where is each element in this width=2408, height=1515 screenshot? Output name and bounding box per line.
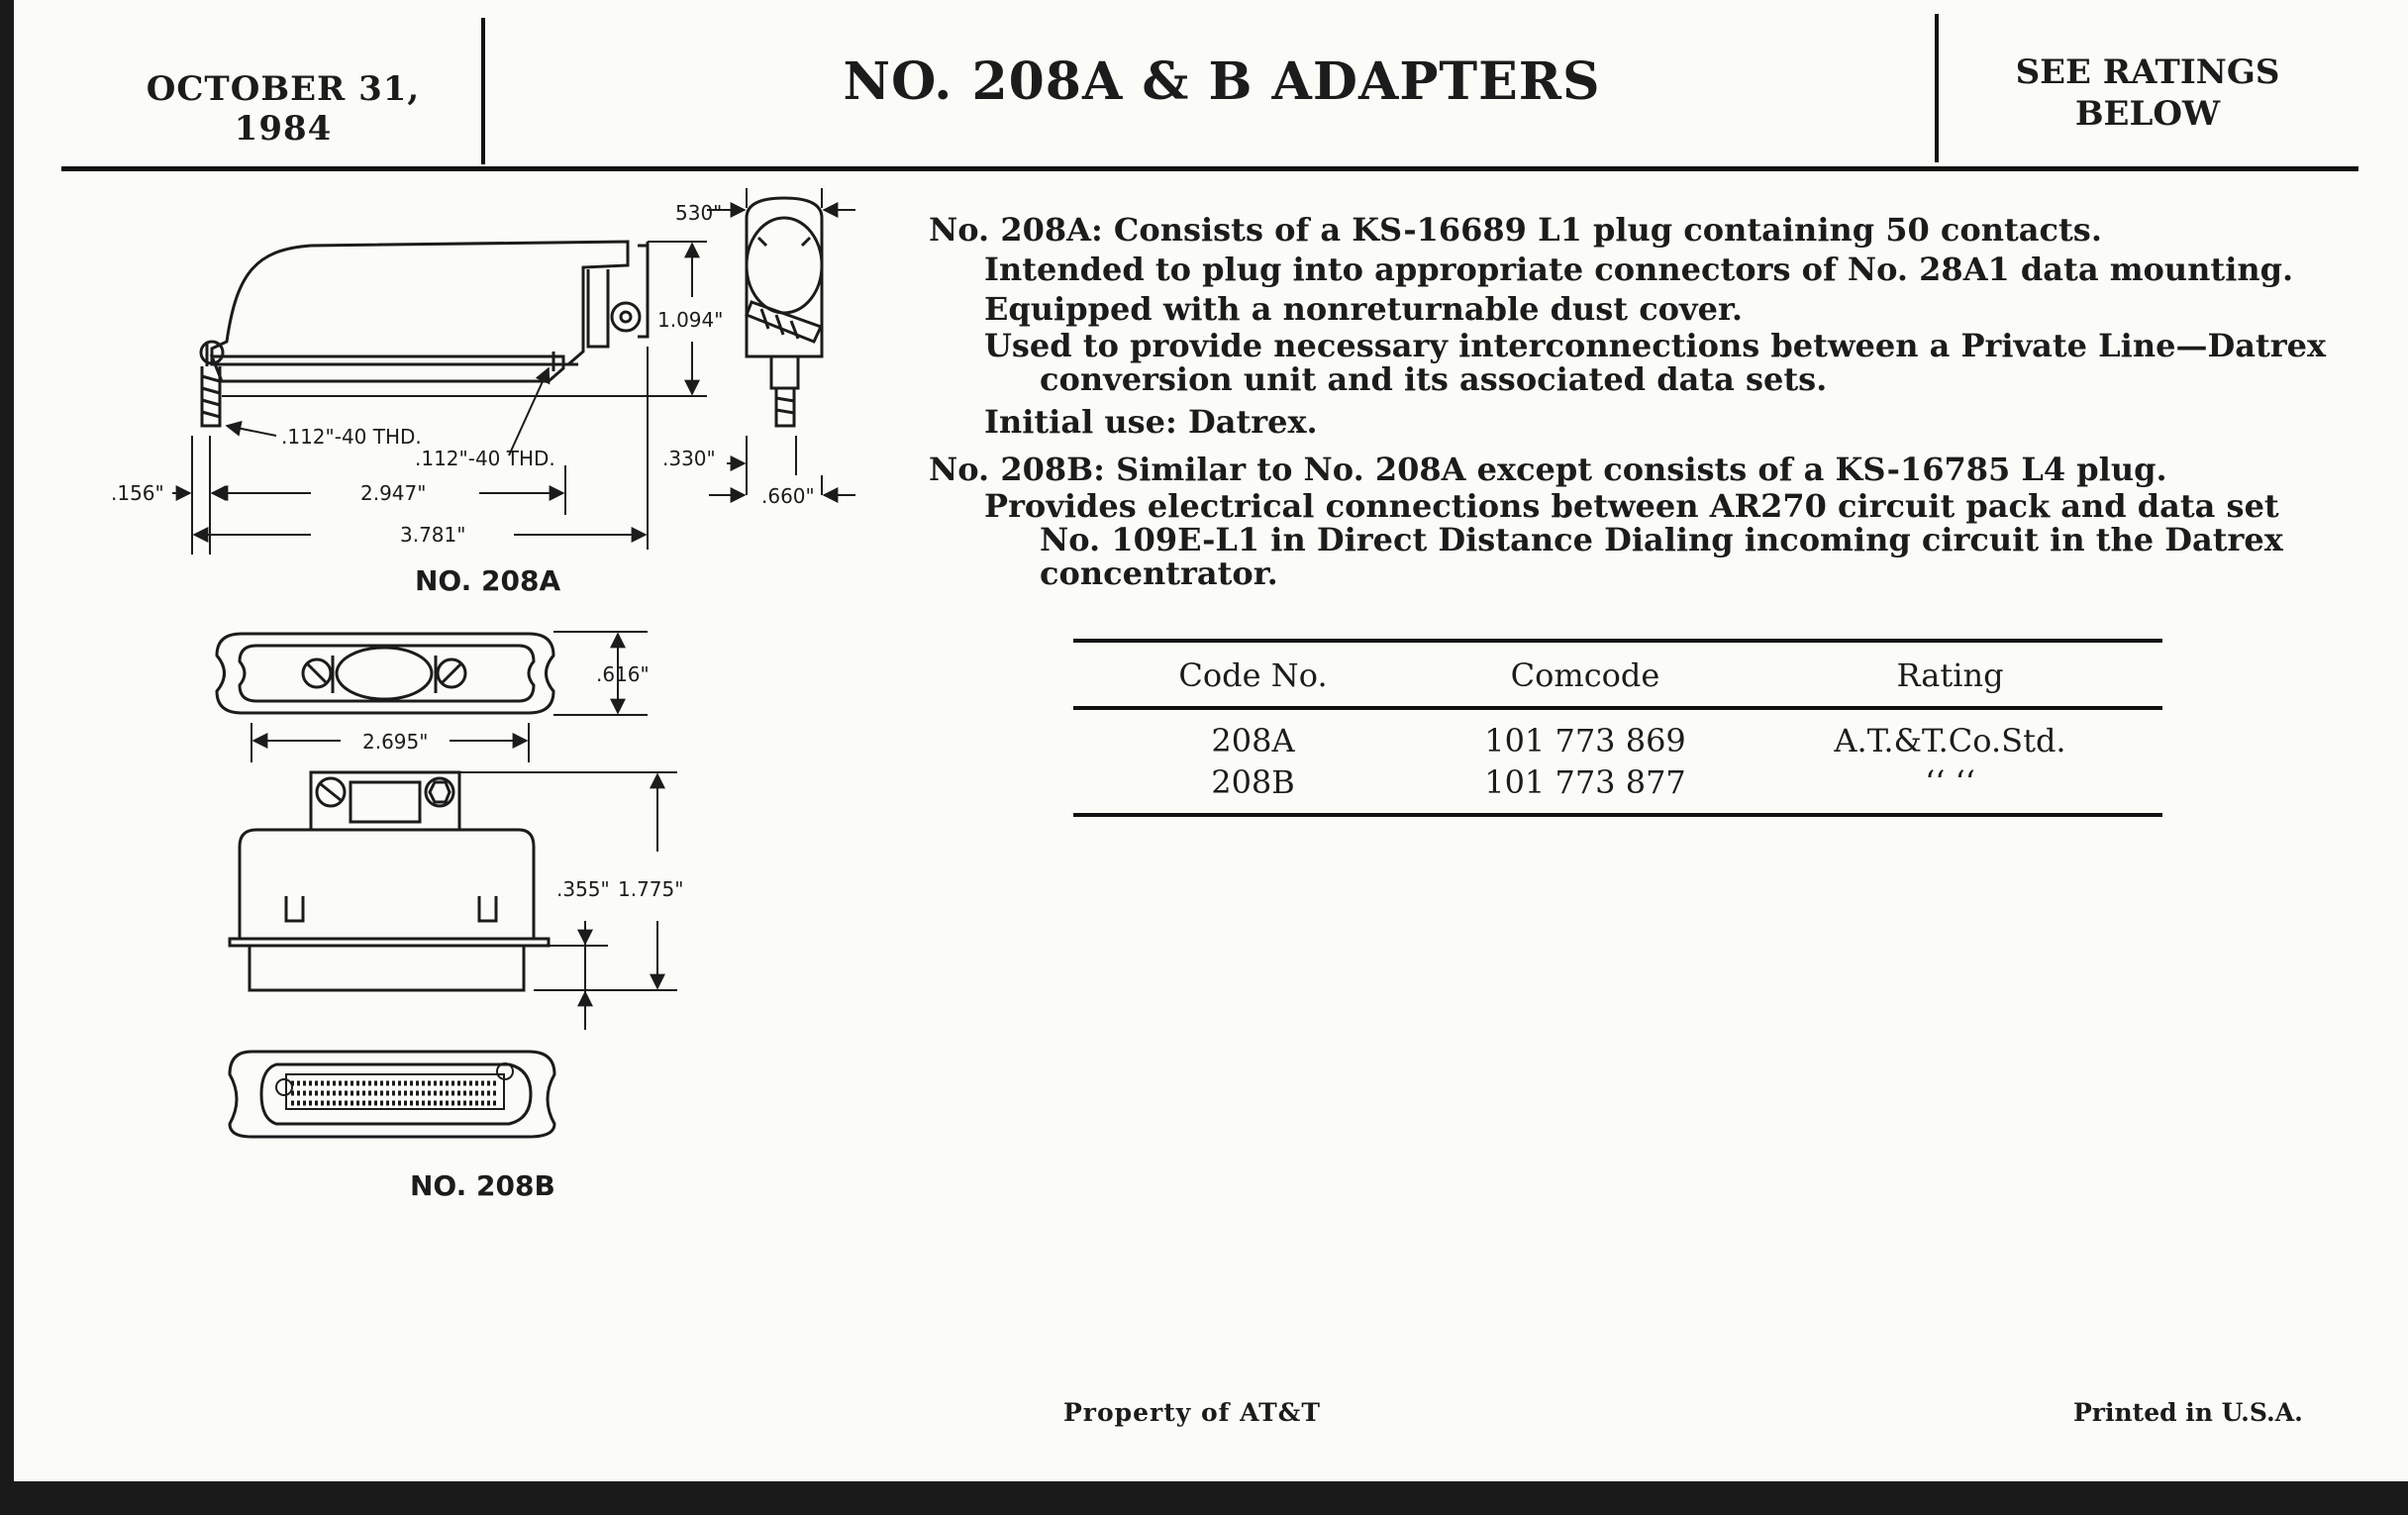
dim-3781-label: 3.781" bbox=[400, 523, 466, 547]
adapter-208b-dimension-labels bbox=[362, 662, 683, 1202]
cell-comcode: 101 773 877 bbox=[1433, 761, 1738, 815]
adapter-208a-dimension-labels bbox=[111, 201, 815, 597]
dim-2695-label: 2.695" bbox=[362, 730, 429, 754]
col-header-code: Code No. bbox=[1073, 641, 1433, 708]
document-date: OCTOBER 31, 1984 bbox=[146, 69, 421, 149]
dim-660-label: .660" bbox=[761, 484, 815, 508]
desc-208a-line3: Equipped with a nonreturnable dust cover. bbox=[984, 290, 1744, 328]
desc-208b-lead: No. 208B: bbox=[929, 451, 1105, 488]
dim-thd1-label: .112"-40 THD. bbox=[281, 425, 422, 449]
desc-208b-text: Similar to No. 208A except consists of a KS-16785 L4 plug. bbox=[1116, 451, 2167, 488]
ratings-note-line1: SEE RATINGS bbox=[2015, 52, 2280, 92]
adapter-208b-face-view bbox=[230, 1052, 554, 1137]
dim-355-label: .355" bbox=[556, 877, 610, 901]
dim-1094-label: 1.094" bbox=[657, 308, 724, 332]
adapter-208a-side-view bbox=[201, 242, 648, 426]
caption-208b: NO. 208B bbox=[410, 1169, 555, 1202]
footer-printed: Printed in U.S.A. bbox=[2073, 1398, 2303, 1427]
dim-thd2-label: .112"-40 THD. bbox=[415, 447, 555, 470]
desc-208a-line4: Used to provide necessary interconnections between a Private Line—Datrex conversion unit and its associated data sets. bbox=[984, 327, 2327, 398]
col-header-comcode: Comcode bbox=[1433, 641, 1738, 708]
document-title: NO. 208A & B ADAPTERS bbox=[843, 51, 1601, 112]
document-sheet bbox=[14, 0, 2408, 1481]
adapter-208a-end-view bbox=[747, 198, 822, 426]
dim-2947-label: 2.947" bbox=[360, 481, 427, 505]
cell-rating: ‘‘ ‘‘ bbox=[1738, 761, 2162, 815]
cell-code: 208A bbox=[1211, 722, 1295, 759]
col-header-rating: Rating bbox=[1738, 641, 2162, 708]
adapter-208b-top-view bbox=[217, 634, 553, 713]
cell-comcode: 101 773 869 bbox=[1484, 722, 1686, 759]
technical-drawings bbox=[14, 0, 2408, 1481]
desc-208a-line5: Initial use: Datrex. bbox=[984, 403, 1318, 441]
dim-616-label: .616" bbox=[596, 662, 650, 686]
desc-208a-lead: No. 208A: bbox=[929, 211, 1103, 249]
cell-rating: A.T.&T.Co.Std. bbox=[1834, 722, 2066, 759]
footer-property: Property of AT&T bbox=[1063, 1398, 1321, 1427]
desc-208a-line2: Intended to plug into appropriate connectors of No. 28A1 data mounting. bbox=[984, 251, 2294, 288]
dim-330-label: .330" bbox=[662, 447, 716, 470]
caption-208a: NO. 208A bbox=[415, 564, 561, 597]
desc-208a-text: Consists of a KS-16689 L1 plug containing 50 contacts. bbox=[1113, 211, 2102, 249]
dim-530-label: 530" bbox=[675, 201, 723, 225]
desc-208b-line2: Provides electrical connections between AR270 circuit pack and data set No. 109E-L1 in Direct Distance Dialing incoming circuit in the Datrex concentrator. bbox=[984, 487, 2283, 592]
dim-1775-label: 1.775" bbox=[618, 877, 684, 901]
dim-156-label: .156" bbox=[111, 481, 164, 505]
ratings-note-line2: BELOW bbox=[2074, 94, 2221, 134]
cell-code: 208B bbox=[1073, 761, 1433, 815]
adapter-208b-side-view bbox=[230, 772, 549, 990]
